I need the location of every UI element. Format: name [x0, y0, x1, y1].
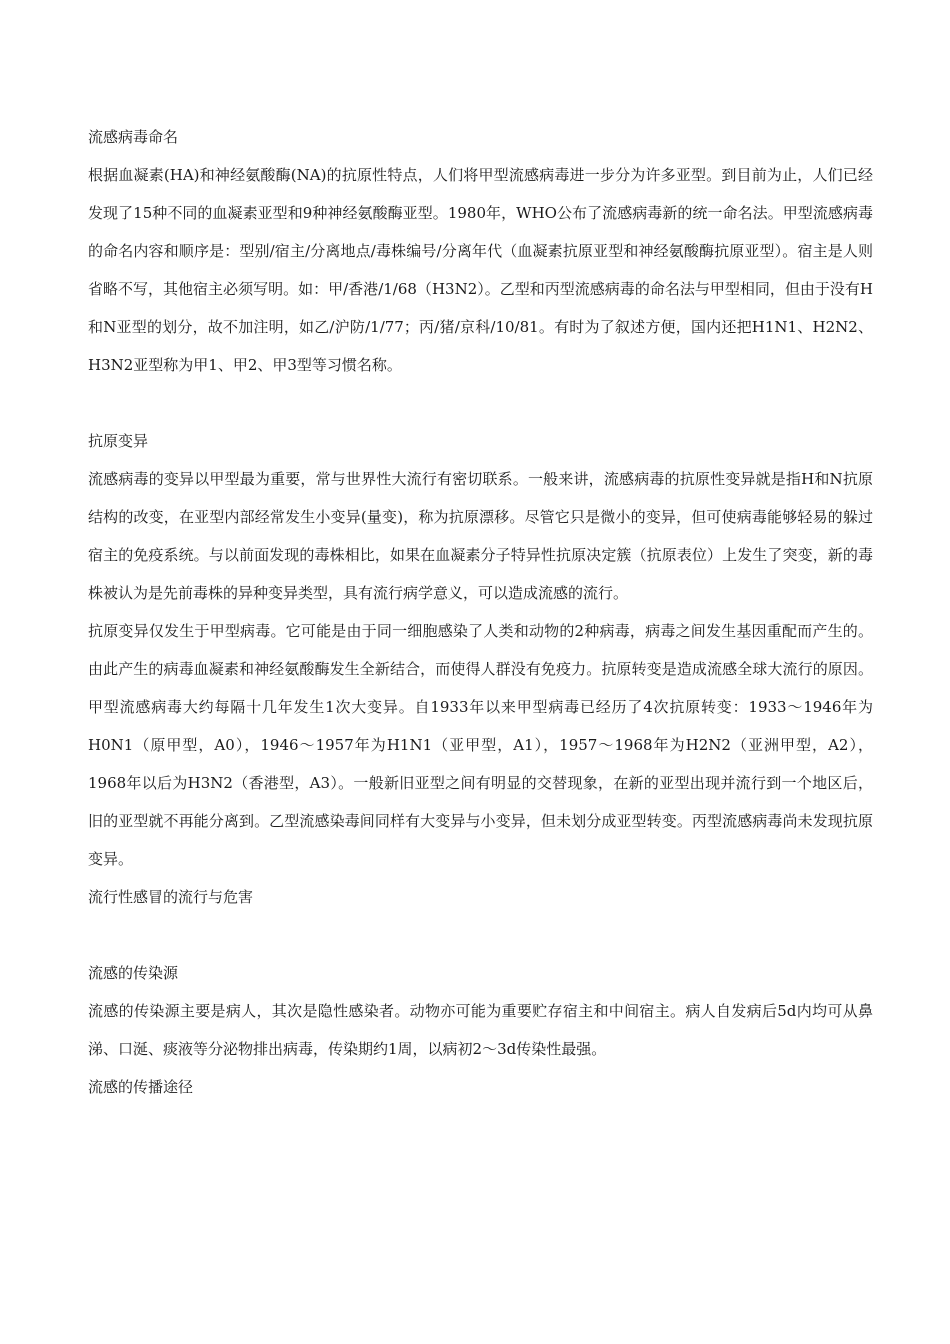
section-heading-naming: 流感病毒命名 — [88, 128, 179, 146]
section-heading-epidemic: 流行性感冒的流行与危害 — [88, 888, 254, 906]
section-heading-antigenic: 抗原变异 — [88, 432, 149, 450]
paragraph-antigenic-shift: 抗原变异仅发生于甲型病毒。它可能是由于同一细胞感染了人类和动物的2种病毒，病毒之间发生基因重配而产生的。由此产生的病毒血凝素和神经氨酸酶发生全新结合，而使得人群没有免疫力。抗原转变是造成流感全球大流行的原因。甲型流感病毒大约每隔十几年发生1次大变异。自1933年以来甲型病毒已经历了4次抗原转变：1933～1946年为H0N1（原甲型，A0），1946～1957年为H1N1（亚甲型，A1），1957～1968年为H2N2（亚洲甲型，A2），1968年以后为H3N2（香港型，A3）。一般新旧亚型之间有明显的交替现象，在新的亚型出现并流行到一个地区后，旧的亚型就不再能分离到。乙型流感染毒间同样有大变异与小变异，但未划分成亚型转变。丙型流感病毒尚未发现抗原变异。 — [88, 622, 873, 868]
section-heading-route: 流感的传播途径 — [88, 1078, 194, 1096]
blank-line — [88, 916, 873, 954]
blank-line — [88, 384, 873, 422]
section-heading-source: 流感的传染源 — [88, 964, 179, 982]
paragraph-naming: 根据血凝素(HA)和神经氨酸酶(NA)的抗原性特点，人们将甲型流感病毒进一步分为许多亚型。到目前为止，人们已经发现了15种不同的血凝素亚型和9种神经氨酸酶亚型。1980年，WHO公布了流感病毒新的统一命名法。甲型流感病毒的命名内容和顺序是：型别/宿主/分离地点/毒株编号/分离年代（血凝素抗原亚型和神经氨酸酶抗原亚型）。宿主是人则省略不写，其他宿主必须写明。如：甲/香港/1/68（H3N2）。乙型和丙型流感病毒的命名法与甲型相同，但由于没有H和N亚型的划分，故不加注明，如乙/沪防/1/77；丙/猪/京科/10/81。有时为了叙述方便，国内还把H1N1、H2N2、H3N2亚型称为甲1、甲2、甲3型等习惯名称。 — [88, 166, 873, 374]
paragraph-antigenic-drift: 流感病毒的变异以甲型最为重要，常与世界性大流行有密切联系。一般来讲，流感病毒的抗原性变异就是指H和N抗原结构的改变，在亚型内部经常发生小变异(量变)，称为抗原漂移。尽管它只是微小的变异，但可使病毒能够轻易的躲过宿主的免疫系统。与以前面发现的毒株相比，如果在血凝素分子特异性抗原决定簇（抗原表位）上发生了突变，新的毒株被认为是先前毒株的异种变异类型，具有流行病学意义，可以造成流感的流行。 — [88, 470, 873, 602]
document-page — [88, 118, 873, 1106]
paragraph-source: 流感的传染源主要是病人，其次是隐性感染者。动物亦可能为重要贮存宿主和中间宿主。病人自发病后5d内均可从鼻涕、口涎、痰液等分泌物排出病毒，传染期约1周，以病初2～3d传染性最强。 — [88, 1002, 873, 1058]
